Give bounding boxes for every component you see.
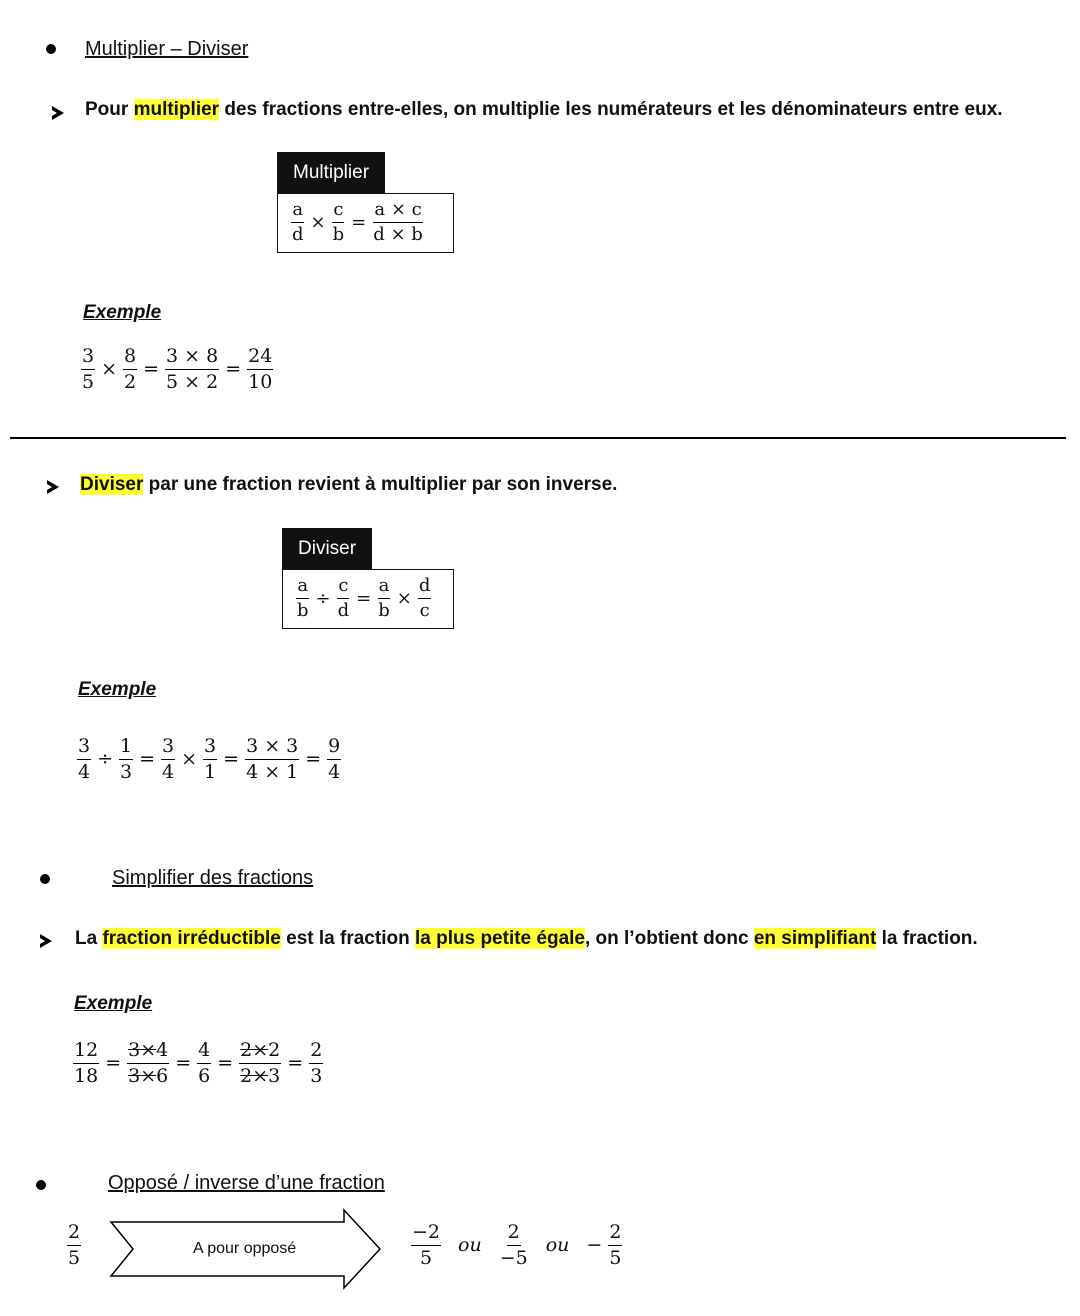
fraction: $\frac{3}{4}$	[78, 735, 91, 783]
fraction: $\frac{a}{b}$	[378, 575, 390, 621]
bullet	[36, 1180, 46, 1190]
fraction: $\frac{24}{10}$	[248, 345, 273, 393]
fraction: $\frac{1}{3}$	[120, 735, 133, 783]
or-text: ou	[545, 1234, 570, 1257]
fraction: $\frac{a}{d}$	[292, 199, 304, 245]
fraction: $\frac{a}{b}$	[297, 575, 309, 621]
example-title: Exemple	[74, 993, 153, 1014]
multiply-formula-box: $\frac{a}{d}$ × $\frac{c}{b}$ = $\frac{a \times c}{d \times b}$	[277, 193, 454, 253]
highlight: Diviser	[80, 474, 144, 495]
arrow-bullet-icon	[40, 934, 52, 948]
arrow-label: A pour opposé	[193, 1240, 297, 1257]
divide-rule-text: Diviser par une fraction revient à multiplier par son inverse.	[80, 474, 618, 495]
arrow-bullet-icon	[47, 480, 59, 494]
bullet	[46, 44, 56, 54]
example-title: Exemple	[83, 302, 162, 323]
fraction: $\frac{12}{18}$	[74, 1039, 99, 1087]
highlight: multiplier	[133, 99, 220, 120]
fraction: $\frac{2}{3}$	[310, 1039, 323, 1087]
bullet	[40, 874, 50, 884]
fraction: $\frac{3}{4}$	[162, 735, 175, 783]
simplify-rule-text: La fraction irréductible est la fraction la plus petite égale, on l’obtient donc en simplifiant la fraction.	[75, 928, 978, 949]
start-fraction	[64, 1222, 84, 1269]
fraction: $\frac{8}{2}$	[124, 345, 137, 393]
fraction: $\frac{3}{5}$	[82, 345, 95, 393]
highlight: la plus petite égale	[414, 928, 585, 949]
fraction: $\frac{d}{c}$	[418, 575, 431, 621]
highlight: fraction irréductible	[102, 928, 281, 949]
highlight: en simplifiant	[753, 928, 877, 949]
opposite-results	[408, 1222, 625, 1269]
simplify-example-equation: $\frac{12}{18}$ = $\frac{3\times 4}{3\times 6}$ = $\frac{4}{6}$ = $\frac{2\times 2}{2\times 3}$ = $\frac{2}{3}$	[74, 1039, 323, 1087]
divider	[10, 437, 1066, 439]
multiply-example-equation: $\frac{3}{5}$ × $\frac{8}{2}$ = $\frac{3 \times 8}{5 \times 2}$ = $\frac{24}{10}$	[82, 345, 273, 393]
minus-sign: −	[586, 1234, 603, 1257]
fraction: $\frac{3}{1}$	[204, 735, 217, 783]
fraction: $\frac{3 \times 8}{5 \times 2}$	[166, 345, 219, 393]
fraction: $\frac{3 \times 3}{4 \times 1}$	[246, 735, 299, 783]
fraction: $\frac{c}{b}$	[332, 199, 345, 245]
multiply-box-label: Multiplier	[277, 152, 385, 194]
arrow-bullet-icon	[52, 106, 64, 120]
fraction: $\frac{2}{5}$	[609, 1221, 622, 1269]
divide-formula-box: $\frac{a}{b}$ ÷ $\frac{c}{d}$ = $\frac{a}{b}$ × $\frac{d}{c}$	[282, 569, 454, 629]
section-title-oppose-inverse: Opposé / inverse d’une fraction	[108, 1172, 385, 1194]
fraction: $\frac{-2}{5}$	[412, 1221, 441, 1269]
fraction: $\frac{2\times 2}{2\times 3}$	[240, 1039, 281, 1087]
divide-example-equation: $\frac{3}{4}$ ÷ $\frac{1}{3}$ = $\frac{3}{4}$ × $\frac{3}{1}$ = $\frac{3 \times 3}{4 \times 1}$ = $\frac{9}{4}$	[78, 735, 341, 783]
multiply-rule-text: Pour multiplier des fractions entre-elles, on multiplie les numérateurs et les dénominateurs entre eux.	[85, 99, 1003, 120]
fraction: $\frac{c}{d}$	[337, 575, 350, 621]
fraction: $\frac{3\times 4}{3\times 6}$	[128, 1039, 169, 1087]
divide-box-label: Diviser	[282, 528, 372, 570]
example-title: Exemple	[78, 679, 157, 700]
section-title-multiplier-diviser: Multiplier – Diviser	[85, 38, 249, 60]
fraction: $\frac{9}{4}$	[328, 735, 341, 783]
fraction: $\frac{a \times c}{d \times b}$	[373, 199, 423, 245]
fraction: $\frac{2}{-5}$	[499, 1221, 528, 1269]
section-title-simplifier: Simplifier des fractions	[112, 867, 314, 889]
or-text: ou	[458, 1234, 482, 1257]
fraction: $\frac{4}{6}$	[198, 1039, 211, 1087]
fraction: $\frac{2}{5}$	[68, 1221, 81, 1269]
